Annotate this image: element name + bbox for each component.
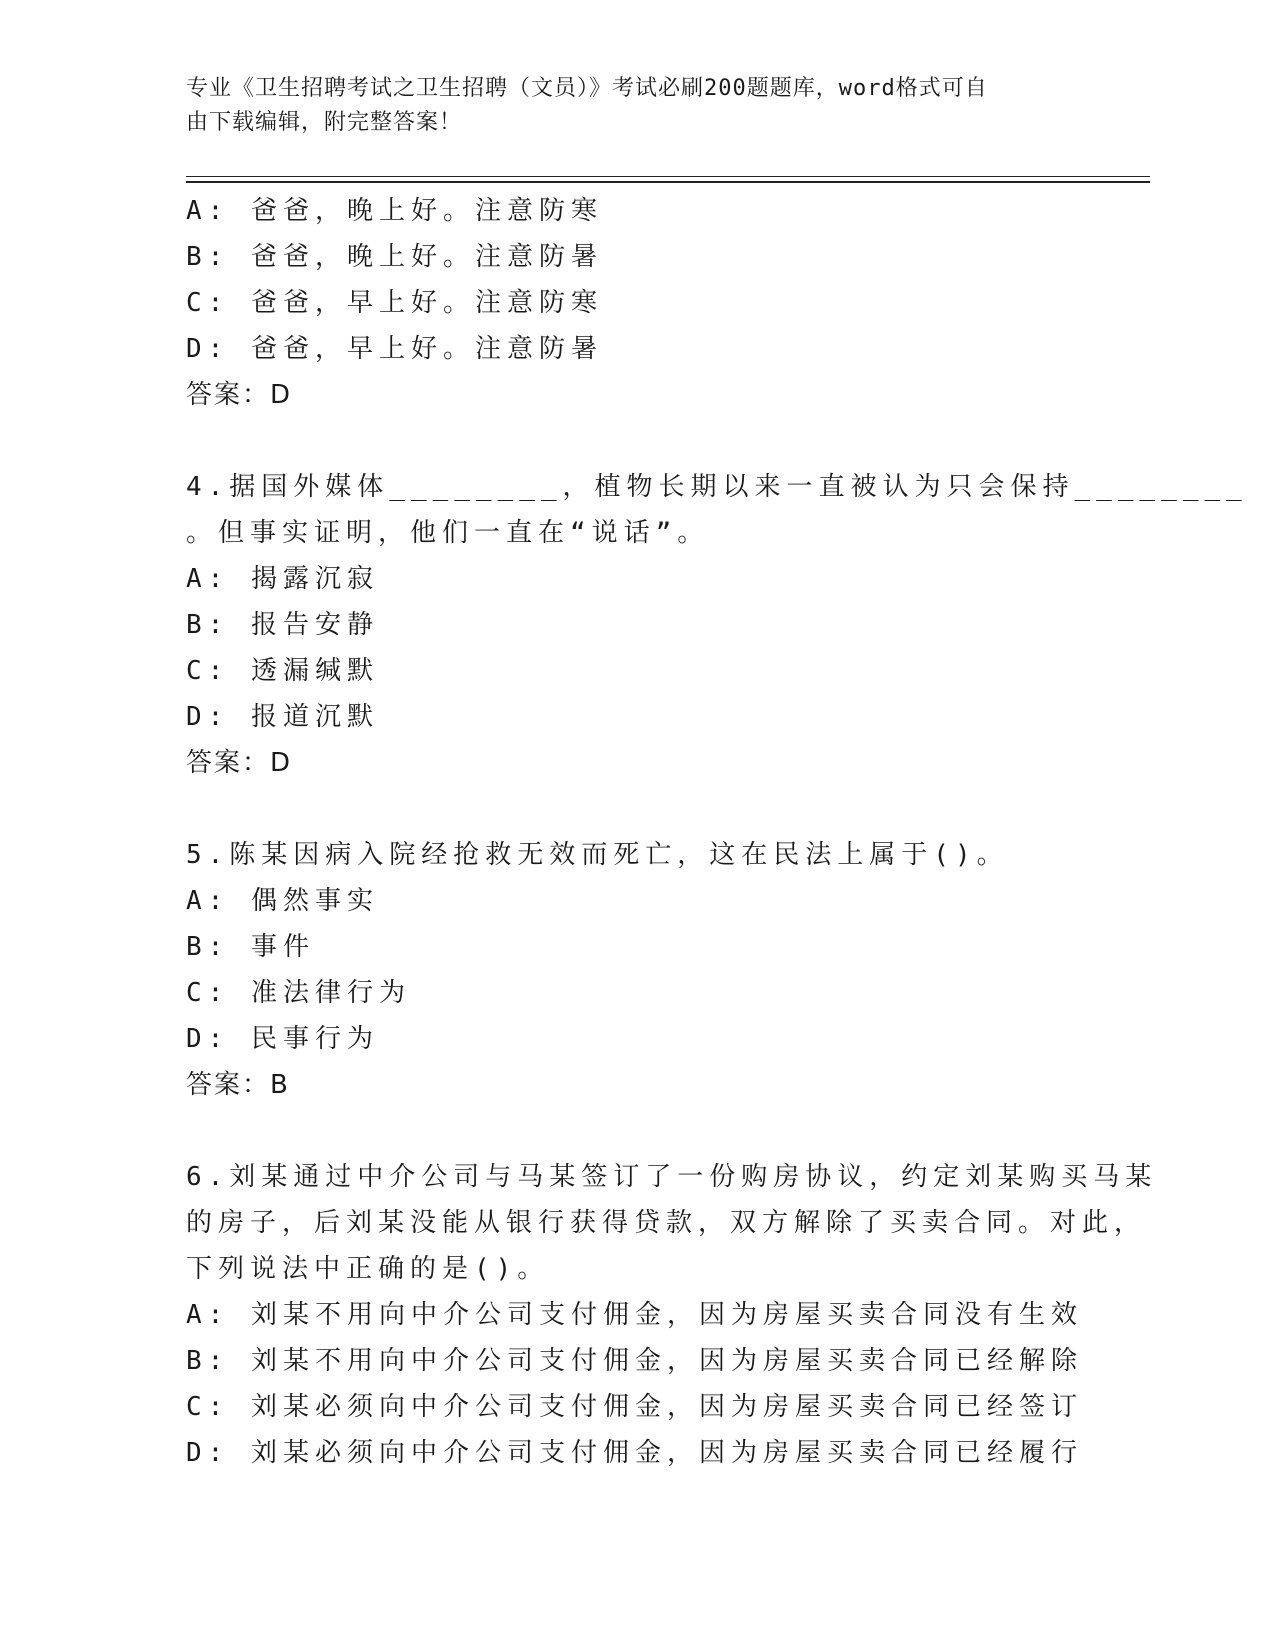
question-5 [186,832,1086,1108]
option-d: D: 民事行为 [186,1024,379,1054]
header-line-2: 由下载编辑，附完整答案！ [186,110,463,135]
question-3 [186,188,1086,418]
option-c: C: 透漏缄默 [186,656,379,686]
option-a: A: 爸爸，晚上好。注意防寒 [186,196,603,226]
header-rule-thin [186,176,1150,177]
option-c: C: 准法律行为 [186,978,411,1008]
question-stem-line: 4.据国外媒体________，植物长期以来一直被认为只会保持________ [186,472,1248,502]
question-stem-line: 下列说法中正确的是()。 [186,1254,550,1284]
option-a: A: 刘某不用向中介公司支付佣金，因为房屋买卖合同没有生效 [186,1300,1083,1330]
option-b: B: 刘某不用向中介公司支付佣金，因为房屋买卖合同已经解除 [186,1346,1083,1376]
option-c: C: 爸爸，早上好。注意防寒 [186,288,603,318]
option-d: D: 爸爸，早上好。注意防暑 [186,334,603,364]
option-d: D: 刘某必须向中介公司支付佣金，因为房屋买卖合同已经履行 [186,1438,1083,1468]
header-rule-thick [186,181,1150,183]
question-6 [186,1154,1158,1476]
question-stem-line: 6.刘某通过中介公司与马某签订了一份购房协议，约定刘某购买马某 [186,1162,1158,1192]
question-stem-line: 。但事实证明，他们一直在“说话”。 [186,518,710,548]
option-b: B: 事件 [186,932,315,962]
spacer [186,786,1086,832]
option-a: A: 偶然事实 [186,886,379,916]
document-header [186,72,1066,140]
spacer [186,1108,1086,1154]
answer: 答案：B [186,1070,290,1100]
option-a: A: 揭露沉寂 [186,564,379,594]
question-stem-line: 的房子，后刘某没能从银行获得贷款，双方解除了买卖合同。对此， [186,1208,1147,1238]
question-stem-line: 5.陈某因病入院经抢救无效而死亡，这在民法上属于()。 [186,840,1009,870]
spacer [186,418,1086,464]
answer: 答案：D [186,748,293,778]
answer: 答案：D [186,380,293,410]
option-c: C: 刘某必须向中介公司支付佣金，因为房屋买卖合同已经签订 [186,1392,1083,1422]
option-b: B: 报告安静 [186,610,379,640]
option-d: D: 报道沉默 [186,702,379,732]
question-list [186,188,1248,1476]
question-4 [186,464,1248,786]
header-line-1: 专业《卫生招聘考试之卫生招聘（文员）》考试必刷200题题库，word格式可自 [186,76,988,101]
option-b: B: 爸爸，晚上好。注意防暑 [186,242,603,272]
